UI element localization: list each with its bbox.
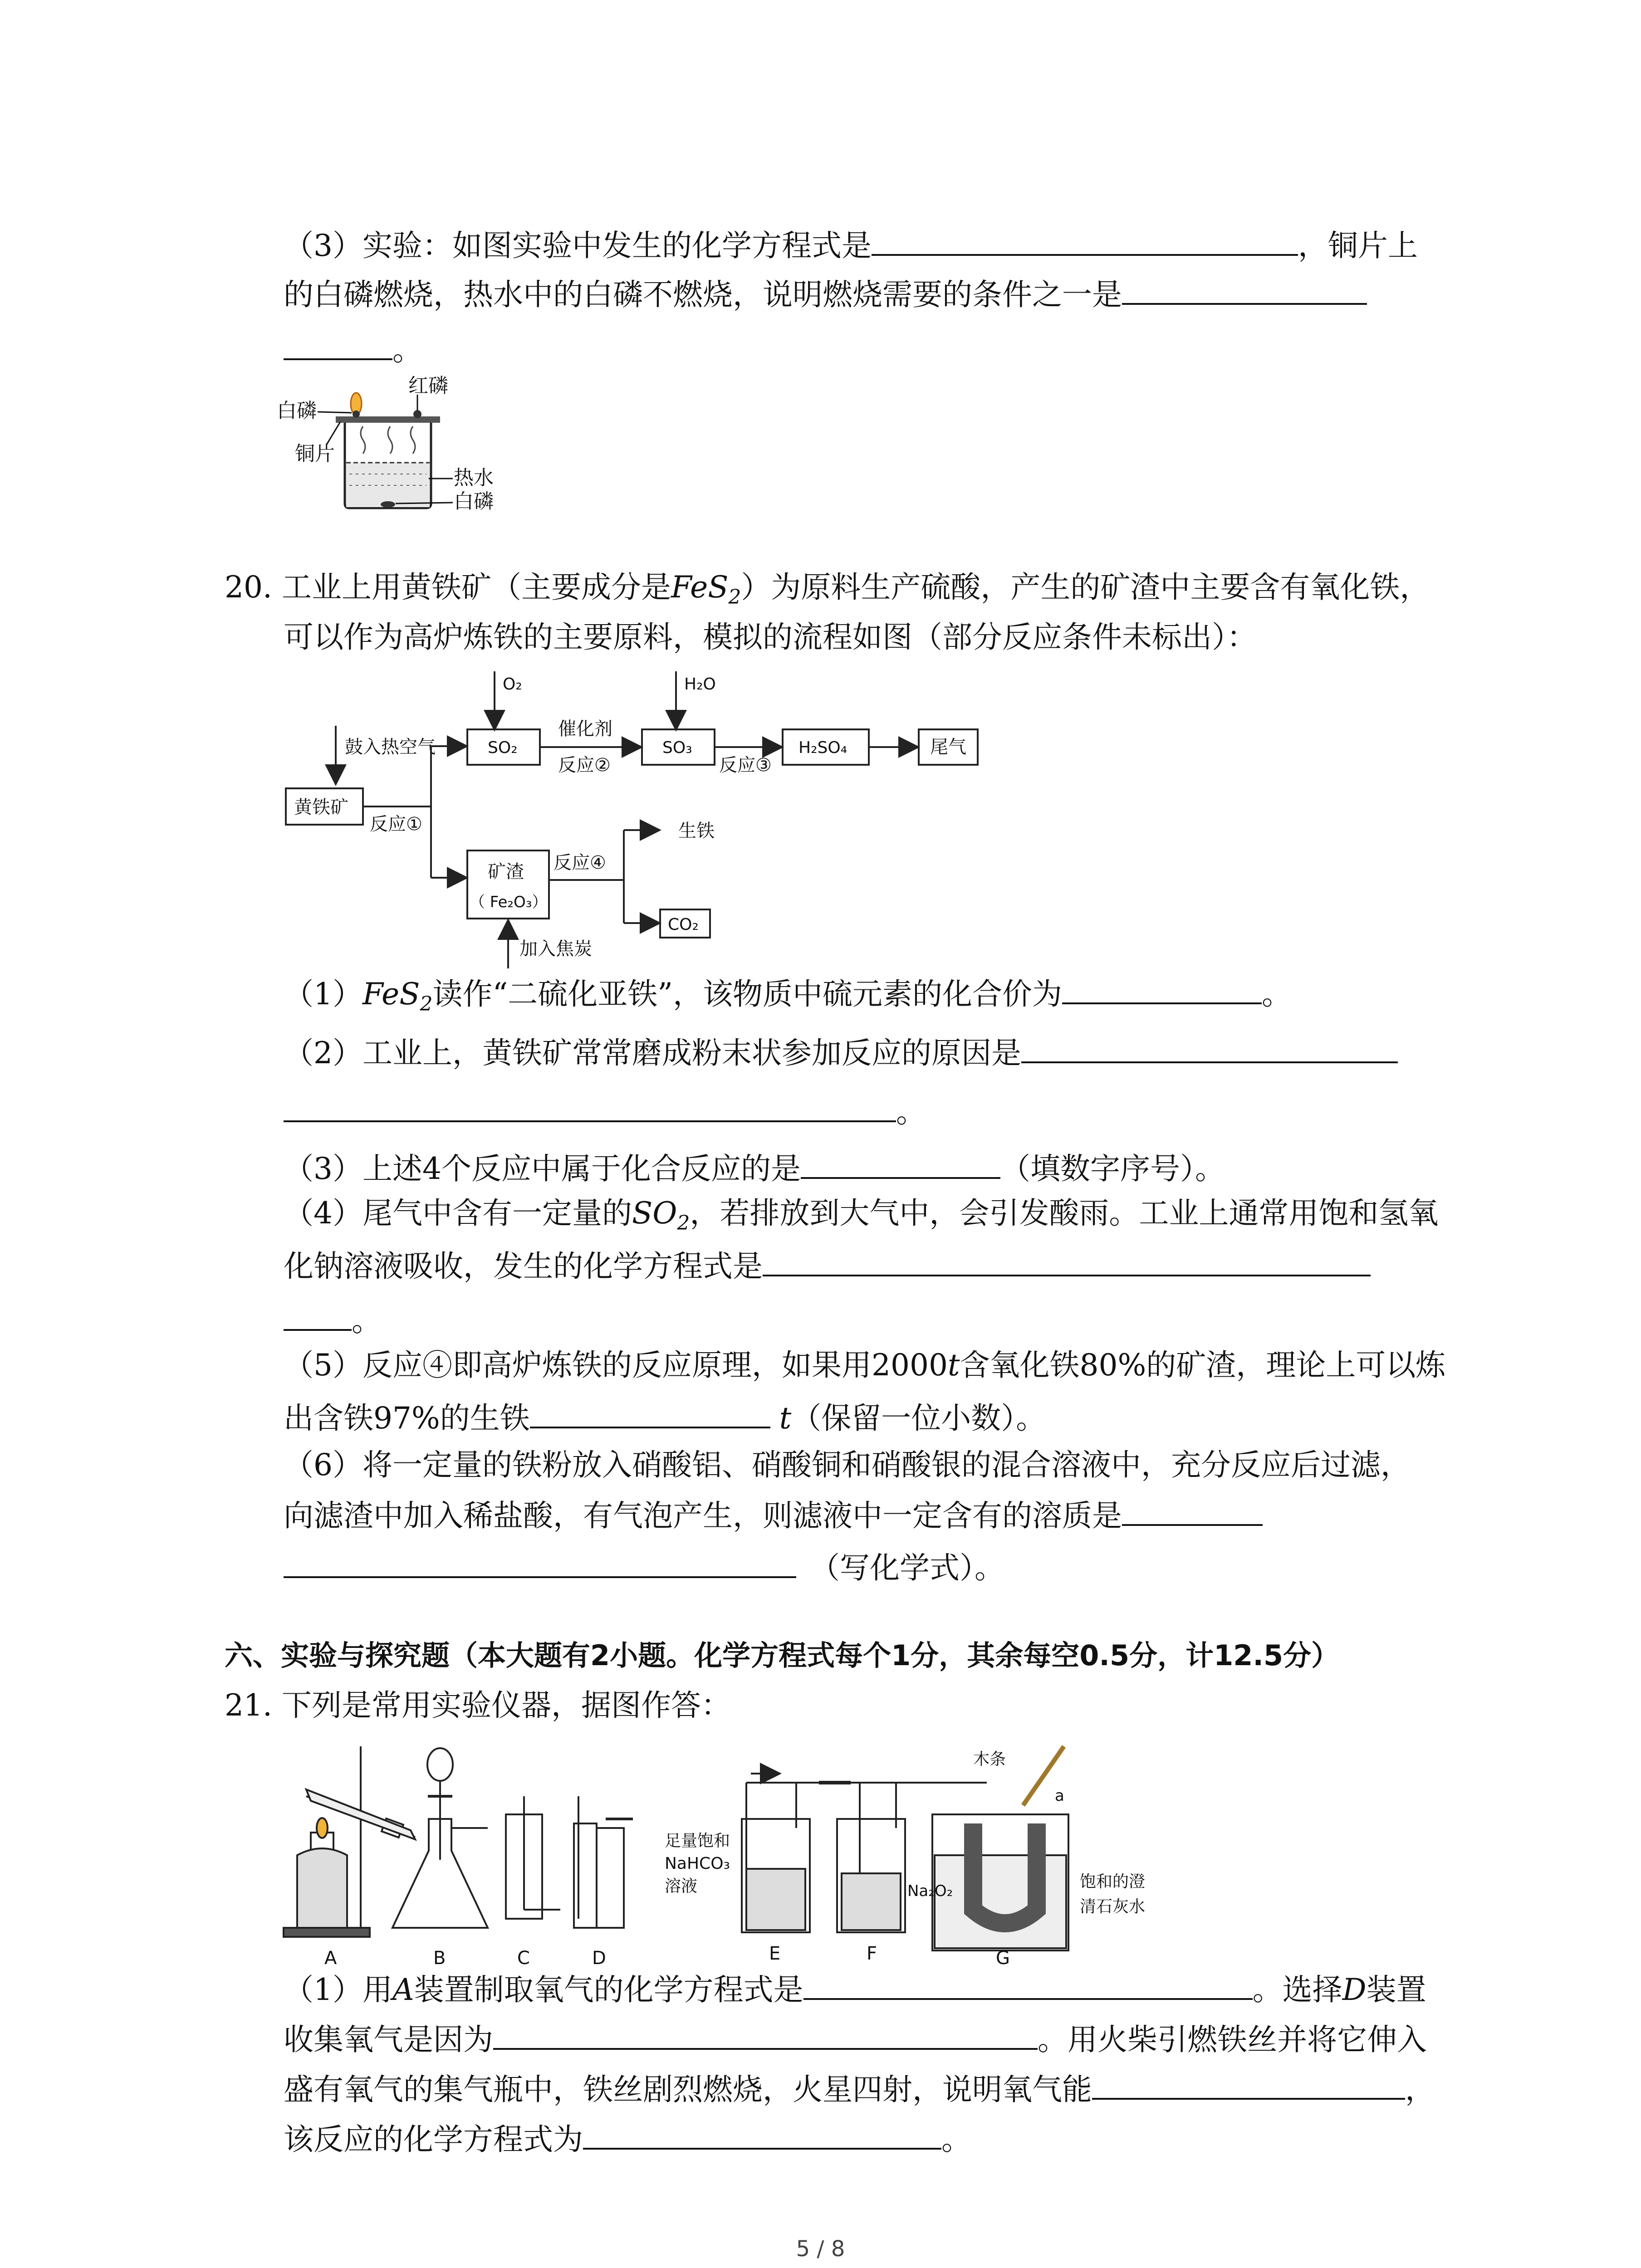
q20-p3 bbox=[284, 1145, 1225, 1192]
white-phosphorus bbox=[353, 411, 360, 418]
answer-blank[interactable] bbox=[1122, 1492, 1263, 1526]
unit-t: t bbox=[947, 1348, 960, 1383]
label-blow-air: 鼓入热空气 bbox=[345, 737, 436, 758]
label-na2o2: Na₂O₂ bbox=[907, 1882, 953, 1900]
part-1-label: （1）用 bbox=[284, 1972, 392, 2007]
answer-blank[interactable] bbox=[284, 327, 392, 360]
label-co2: CO₂ bbox=[668, 915, 699, 934]
label-pig-iron: 生铁 bbox=[678, 821, 715, 841]
process-flowchart bbox=[281, 662, 989, 971]
period: 。 bbox=[392, 332, 422, 367]
label-a: a bbox=[1055, 1787, 1064, 1805]
label-hot-water: 热水 bbox=[454, 466, 494, 489]
q19-3-text-end: ，铜片上 bbox=[1298, 228, 1418, 263]
label-r4: 反应④ bbox=[554, 852, 606, 873]
answer-blank[interactable] bbox=[763, 1243, 1371, 1276]
white-phosphorus-underwater bbox=[381, 501, 395, 508]
q20-p4-line3 bbox=[284, 1297, 382, 1344]
apparatus-F bbox=[819, 1783, 914, 1932]
label-E: E bbox=[769, 1943, 781, 1964]
q19-3-line1 bbox=[284, 222, 1418, 269]
label-catalyst: 催化剂 bbox=[558, 719, 612, 739]
answer-blank[interactable] bbox=[1021, 1030, 1398, 1063]
label-so2: SO₂ bbox=[488, 738, 518, 757]
label-white-p-2: 白磷 bbox=[454, 490, 494, 513]
label-r2: 反应② bbox=[558, 755, 611, 776]
apparatus-B bbox=[392, 1748, 488, 1928]
q21-p1-line4 bbox=[284, 2116, 971, 2162]
part-5-text-c: 出含铁97%的生铁 bbox=[284, 1401, 530, 1436]
q20-p4 bbox=[284, 1191, 1438, 1246]
q20-p2 bbox=[284, 1030, 1398, 1076]
q19-3-text2: 的白磷燃烧，热水中的白磷不燃烧，说明燃烧需要的条件之一是 bbox=[284, 277, 1122, 312]
answer-blank[interactable] bbox=[1092, 2066, 1405, 2100]
q20-text-2: 可以作为高炉炼铁的主要原料，模拟的流程如图（部分反应条件未标出）： bbox=[284, 620, 1257, 655]
part-6-text-c: （写化学式）。 bbox=[810, 1550, 1004, 1585]
part-1-text-d: 装置 bbox=[1366, 1972, 1426, 2007]
label-nahco3-2: NaHCO₃ bbox=[665, 1854, 730, 1873]
label-pyrite: 黄铁矿 bbox=[294, 797, 348, 818]
part-5-text-d: （保留一位小数）。 bbox=[791, 1401, 1046, 1436]
answer-blank[interactable] bbox=[801, 1145, 1000, 1179]
answer-blank[interactable] bbox=[583, 2116, 941, 2150]
label-o2: O₂ bbox=[503, 675, 522, 694]
q20-p6-line3 bbox=[284, 1545, 1004, 1591]
label-red-p: 红磷 bbox=[408, 374, 448, 397]
q21-p1 bbox=[284, 1966, 1426, 2013]
formula: FeS bbox=[671, 570, 729, 605]
apparatus-C bbox=[506, 1796, 560, 1919]
label-copper: 铜片 bbox=[295, 442, 335, 465]
apparatus-E bbox=[742, 1774, 819, 1932]
answer-blank[interactable] bbox=[284, 1545, 796, 1578]
q20-p6 bbox=[284, 1442, 1411, 1488]
label-h2o: H₂O bbox=[684, 675, 716, 694]
period: 。 bbox=[941, 2122, 971, 2157]
answer-blank[interactable] bbox=[530, 1395, 770, 1428]
lab-apparatus-figure bbox=[279, 1737, 1195, 1973]
label-slag-formula: （ Fe₂O₃） bbox=[470, 893, 548, 911]
part-1-text-e: 收集氧气是因为 bbox=[284, 2022, 493, 2057]
part-2-text: （2）工业上，黄铁矿常常磨成粉末状参加反应的原因是 bbox=[284, 1036, 1021, 1070]
label-slag: 矿渣 bbox=[488, 861, 524, 882]
q19-3-line2 bbox=[284, 271, 1367, 318]
page-number: 5 / 8 bbox=[796, 2236, 845, 2262]
q21-p1-line2 bbox=[284, 2016, 1427, 2063]
part-1-text-c: 。选择 bbox=[1252, 1972, 1342, 2007]
q21-line1 bbox=[225, 1683, 731, 1728]
label-wood: 木条 bbox=[973, 1750, 1006, 1769]
part-4-text: （4）尾气中含有一定量的 bbox=[284, 1196, 632, 1231]
formula: FeS bbox=[362, 977, 420, 1012]
section-title-text: 六、实验与探究题（本大题有2小题。化学方程式每个1分，其余每空0.5分，计12.5分） bbox=[225, 1639, 1340, 1672]
apparatus-A bbox=[284, 1746, 415, 1937]
q20-line2 bbox=[284, 615, 1257, 660]
label-r3: 反应③ bbox=[719, 755, 772, 776]
label-so3: SO₃ bbox=[662, 738, 692, 757]
part-3-text-b: （填数字序号）。 bbox=[1000, 1151, 1225, 1186]
label-lime-1: 饱和的澄 bbox=[1080, 1872, 1146, 1891]
red-phosphorus bbox=[413, 410, 421, 418]
answer-blank[interactable] bbox=[803, 1966, 1253, 2000]
label-nahco3-1: 足量饱和 bbox=[665, 1832, 730, 1850]
part-4-text-b: ，若排放到大气中，会引发酸雨。工业上通常用饱和氢氧 bbox=[690, 1196, 1439, 1231]
q20-p6-line2 bbox=[284, 1492, 1263, 1539]
part-1-text: 读作“二硫化亚铁”，该物质中硫元素的化合价为 bbox=[432, 977, 1062, 1012]
answer-blank[interactable] bbox=[1122, 271, 1367, 305]
q19-3-line3 bbox=[284, 327, 422, 373]
q20-text: 工业上用黄铁矿（主要成分是 bbox=[281, 570, 671, 605]
answer-blank[interactable] bbox=[284, 1089, 896, 1122]
q21-p1-line3 bbox=[284, 2066, 1435, 2112]
answer-blank[interactable] bbox=[284, 1297, 352, 1331]
combustion-experiment-figure bbox=[277, 367, 513, 517]
q20-p4-line2 bbox=[284, 1243, 1371, 1289]
part-1-text-g: 盛有氧气的集气瓶中，铁丝剧烈燃烧，火星四射，说明氧气能 bbox=[284, 2072, 1092, 2107]
period: 。 bbox=[896, 1095, 926, 1129]
section-6-title bbox=[225, 1633, 1339, 1678]
q20-p5 bbox=[284, 1343, 1445, 1388]
answer-blank[interactable] bbox=[1062, 971, 1262, 1004]
part-1-text-i: 该反应的化学方程式为 bbox=[284, 2122, 583, 2157]
q21-text: 下列是常用实验仪器，据图作答： bbox=[281, 1688, 731, 1723]
apparatus-ref: A bbox=[392, 1972, 414, 2007]
question-number: 20. bbox=[225, 570, 272, 605]
label-D: D bbox=[592, 1948, 606, 1969]
q20-text-b: ）为原料生产硫酸，产生的矿渣中主要含有氧化铁， bbox=[741, 570, 1430, 605]
q19-3-text: （3）实验：如图实验中发生的化学方程式是 bbox=[284, 228, 872, 263]
label-C: C bbox=[517, 1948, 530, 1969]
q20-p2-cont bbox=[284, 1089, 926, 1135]
subscript: 2 bbox=[420, 992, 433, 1016]
label-h2so4: H₂SO₄ bbox=[798, 738, 847, 757]
unit-t: t bbox=[779, 1401, 792, 1436]
part-5-text-b: 含氧化铁80%的矿渣，理论上可以炼 bbox=[960, 1348, 1446, 1383]
subscript: 2 bbox=[728, 586, 741, 609]
part-1-text-f: 。用火柴引燃铁丝并将它伸入 bbox=[1038, 2022, 1427, 2057]
apparatus-D bbox=[574, 1796, 633, 1928]
label-nahco3-3: 溶液 bbox=[665, 1877, 698, 1896]
subscript: 2 bbox=[677, 1212, 690, 1235]
copper-plate bbox=[336, 416, 440, 423]
comma: ， bbox=[1405, 2072, 1435, 2107]
apparatus-G bbox=[914, 1746, 1068, 1950]
part-4-text-c: 化钠溶液吸收，发生的化学方程式是 bbox=[284, 1249, 763, 1284]
label-B: B bbox=[433, 1948, 446, 1969]
formula: SO bbox=[632, 1196, 677, 1231]
part-6-text-b: 向滤渣中加入稀盐酸，有气泡产生，则滤液中一定含有的溶质是 bbox=[284, 1498, 1122, 1533]
label-r1: 反应① bbox=[370, 814, 422, 835]
q20-line1 bbox=[225, 565, 1430, 620]
period: 。 bbox=[352, 1303, 382, 1338]
part-5-text: （5）反应④即高炉炼铁的反应原理，如果用2000 bbox=[284, 1348, 948, 1383]
part-6-text: （6）将一定量的铁粉放入硝酸铝、硝酸铜和硝酸银的混合溶液中，充分反应后过滤， bbox=[284, 1447, 1411, 1482]
part-3-text: （3）上述4个反应中属于化合反应的是 bbox=[284, 1151, 801, 1186]
part-1-label: （1） bbox=[284, 977, 362, 1012]
label-A: A bbox=[324, 1948, 337, 1969]
q20-p1 bbox=[284, 971, 1292, 1027]
period: 。 bbox=[1261, 977, 1292, 1012]
answer-blank[interactable] bbox=[872, 222, 1298, 256]
label-coke: 加入焦炭 bbox=[519, 938, 592, 959]
label-lime-2: 清石灰水 bbox=[1080, 1897, 1146, 1916]
q20-p5-line2 bbox=[284, 1395, 1046, 1441]
label-G: G bbox=[996, 1948, 1010, 1969]
label-F: F bbox=[867, 1943, 877, 1964]
label-white-p: 白磷 bbox=[277, 399, 317, 422]
label-tail-gas: 尾气 bbox=[930, 737, 966, 758]
part-1-text: 装置制取氧气的化学方程式是 bbox=[414, 1972, 803, 2007]
answer-blank[interactable] bbox=[493, 2016, 1038, 2050]
apparatus-ref: D bbox=[1342, 1972, 1367, 2007]
question-number: 21. bbox=[225, 1688, 272, 1723]
